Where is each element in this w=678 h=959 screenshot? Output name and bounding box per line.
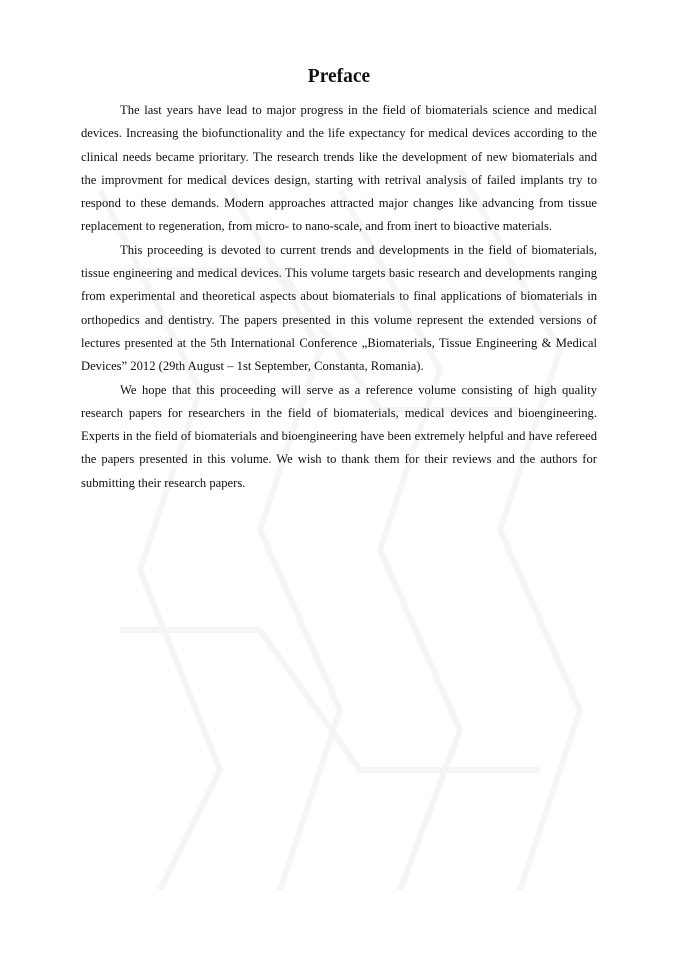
paragraph-3: We hope that this proceeding will serve as a reference volume consisting of high quality research papers for researchers in the field of biomaterials, medical devices and bioengineering. Experts in the field of biomaterials and bioengineering have been extremely helpful and have refereed the papers presented in this volume. We wish to thank them for their reviews and the authors for submitting their research papers. bbox=[81, 382, 597, 490]
paragraph-2: This proceeding is devoted to current trends and developments in the field of biomaterials, tissue engineering and medical devices. This volume targets basic research and developments ranging from experimental and theoretical aspects about biomaterials to final applications of biomaterials in orthopedics and dentistry. The papers presented in this volume represent the extended versions of lectures presented at the 5th International Conference „Biomaterials, Tissue Engineering & Medical Devices” 2012 (29th August – 1st September, Constanta, Romania). bbox=[81, 242, 597, 374]
document-body bbox=[81, 64, 597, 495]
page-title: Preface bbox=[307, 66, 371, 87]
paragraph-1: The last years have lead to major progress in the field of biomaterials science and medical devices. Increasing the biofunctionality and the life expectancy for medical devices according to the clinical needs became prioritary. The research trends like the development of new biomaterials and the improvment for medical devices design, starting with retrival analysis of failed implants try to respond to these demands. Modern approaches attracted major changes like advancing from tissue replacement to regeneration, from micro- to nano-scale, and from inert to bioactive materials. bbox=[81, 103, 597, 234]
